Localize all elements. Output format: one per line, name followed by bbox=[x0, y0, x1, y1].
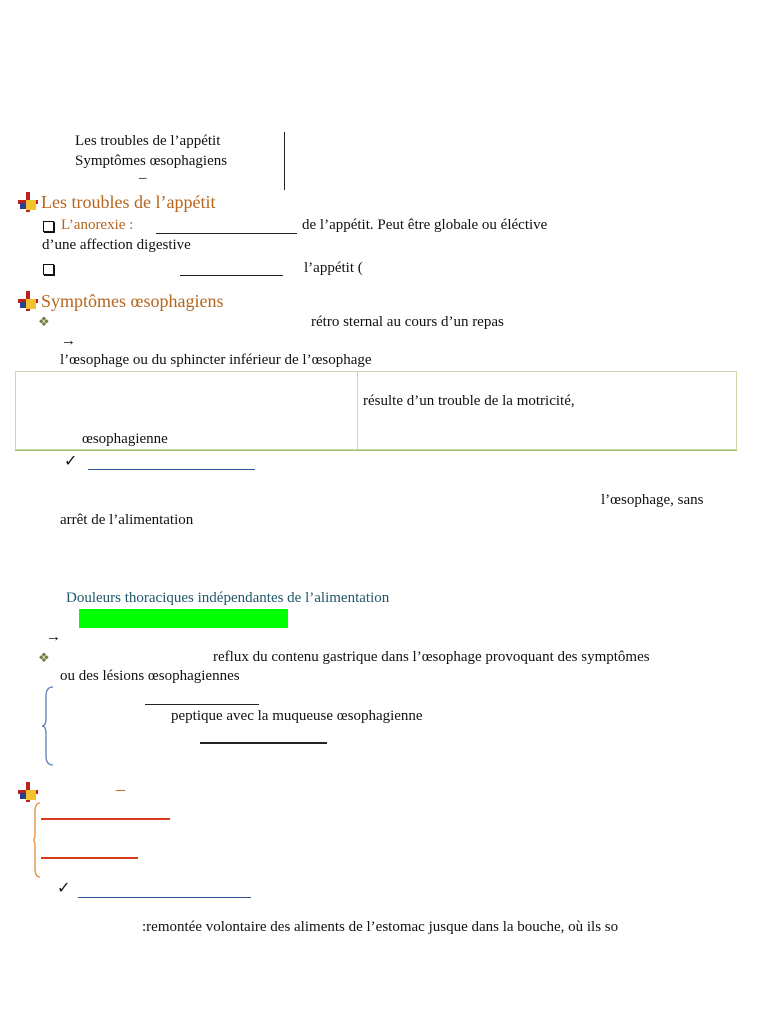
left-brace-icon bbox=[41, 686, 55, 766]
table-left-cell: œsophagienne bbox=[82, 431, 168, 447]
blank-underline bbox=[180, 275, 283, 276]
toc-divider bbox=[284, 132, 285, 190]
square-bullet-icon bbox=[43, 220, 58, 237]
retro-sternal-text: rétro sternal au cours d’un repas bbox=[311, 314, 504, 330]
blank-underline bbox=[41, 857, 138, 859]
remontee-text: :remontée volontaire des aliments de l’estomac jusque dans la bouche, où ils so bbox=[142, 919, 619, 935]
table-divider bbox=[357, 372, 358, 449]
left-brace-icon bbox=[32, 802, 42, 878]
oesophage-sans: l’œsophage, sans bbox=[601, 492, 704, 508]
blank-underline bbox=[88, 469, 255, 470]
blank-underline bbox=[156, 233, 297, 234]
anorexie-continuation: d’une affection digestive bbox=[42, 237, 191, 253]
blank-underline bbox=[78, 897, 251, 898]
section-3-dash: – bbox=[116, 779, 125, 799]
checkmark-icon: ✓ bbox=[57, 880, 71, 897]
douleurs-heading: Douleurs thoraciques indépendantes de l’alimentation bbox=[66, 590, 390, 606]
lesions-text: ou des lésions œsophagiennes bbox=[60, 668, 240, 684]
cross-bullet-icon bbox=[18, 192, 38, 212]
blank-underline bbox=[41, 818, 170, 820]
cross-bullet-icon bbox=[18, 291, 38, 311]
section-heading-appetit: Les troubles de l’appétit bbox=[41, 192, 216, 212]
table-right-cell: résulte d’un trouble de la motricité, bbox=[363, 393, 575, 409]
arrow-2: → bbox=[46, 629, 61, 645]
blank-underline bbox=[145, 704, 259, 705]
anorexie-label: L’anorexie : bbox=[61, 217, 134, 233]
diamond-bullet-icon: ❖ bbox=[38, 650, 50, 665]
diamond-bullet-icon: ❖ bbox=[38, 314, 50, 329]
peptique-text: peptique avec la muqueuse œsophagienne bbox=[171, 708, 423, 724]
oesophage-line: l’œsophage ou du sphincter inférieur de l’œsophage bbox=[60, 352, 372, 368]
toc-line-2: Symptômes œsophagiens bbox=[75, 153, 228, 169]
square-bullet-icon bbox=[43, 263, 58, 280]
appetit-item-text: l’appétit ( bbox=[304, 260, 363, 276]
reflux-text: reflux du contenu gastrique dans l’œsophage provoquant des symptômes bbox=[213, 649, 650, 665]
anorexie-text: de l’appétit. Peut être globale ou éléctive bbox=[302, 217, 548, 233]
arrow-1: → bbox=[61, 333, 76, 349]
arret-alimentation: arrêt de l’alimentation bbox=[60, 512, 194, 528]
green-highlight bbox=[79, 609, 288, 628]
checkmark-icon: ✓ bbox=[64, 453, 78, 470]
cross-bullet-icon bbox=[18, 782, 38, 802]
section-heading-oesophage: Symptômes œsophagiens bbox=[41, 291, 224, 311]
blank-underline bbox=[200, 742, 327, 744]
toc-dash: – bbox=[139, 170, 147, 186]
toc-line-1: Les troubles de l’appétit bbox=[75, 133, 221, 149]
table-bottom-accent bbox=[15, 450, 737, 451]
